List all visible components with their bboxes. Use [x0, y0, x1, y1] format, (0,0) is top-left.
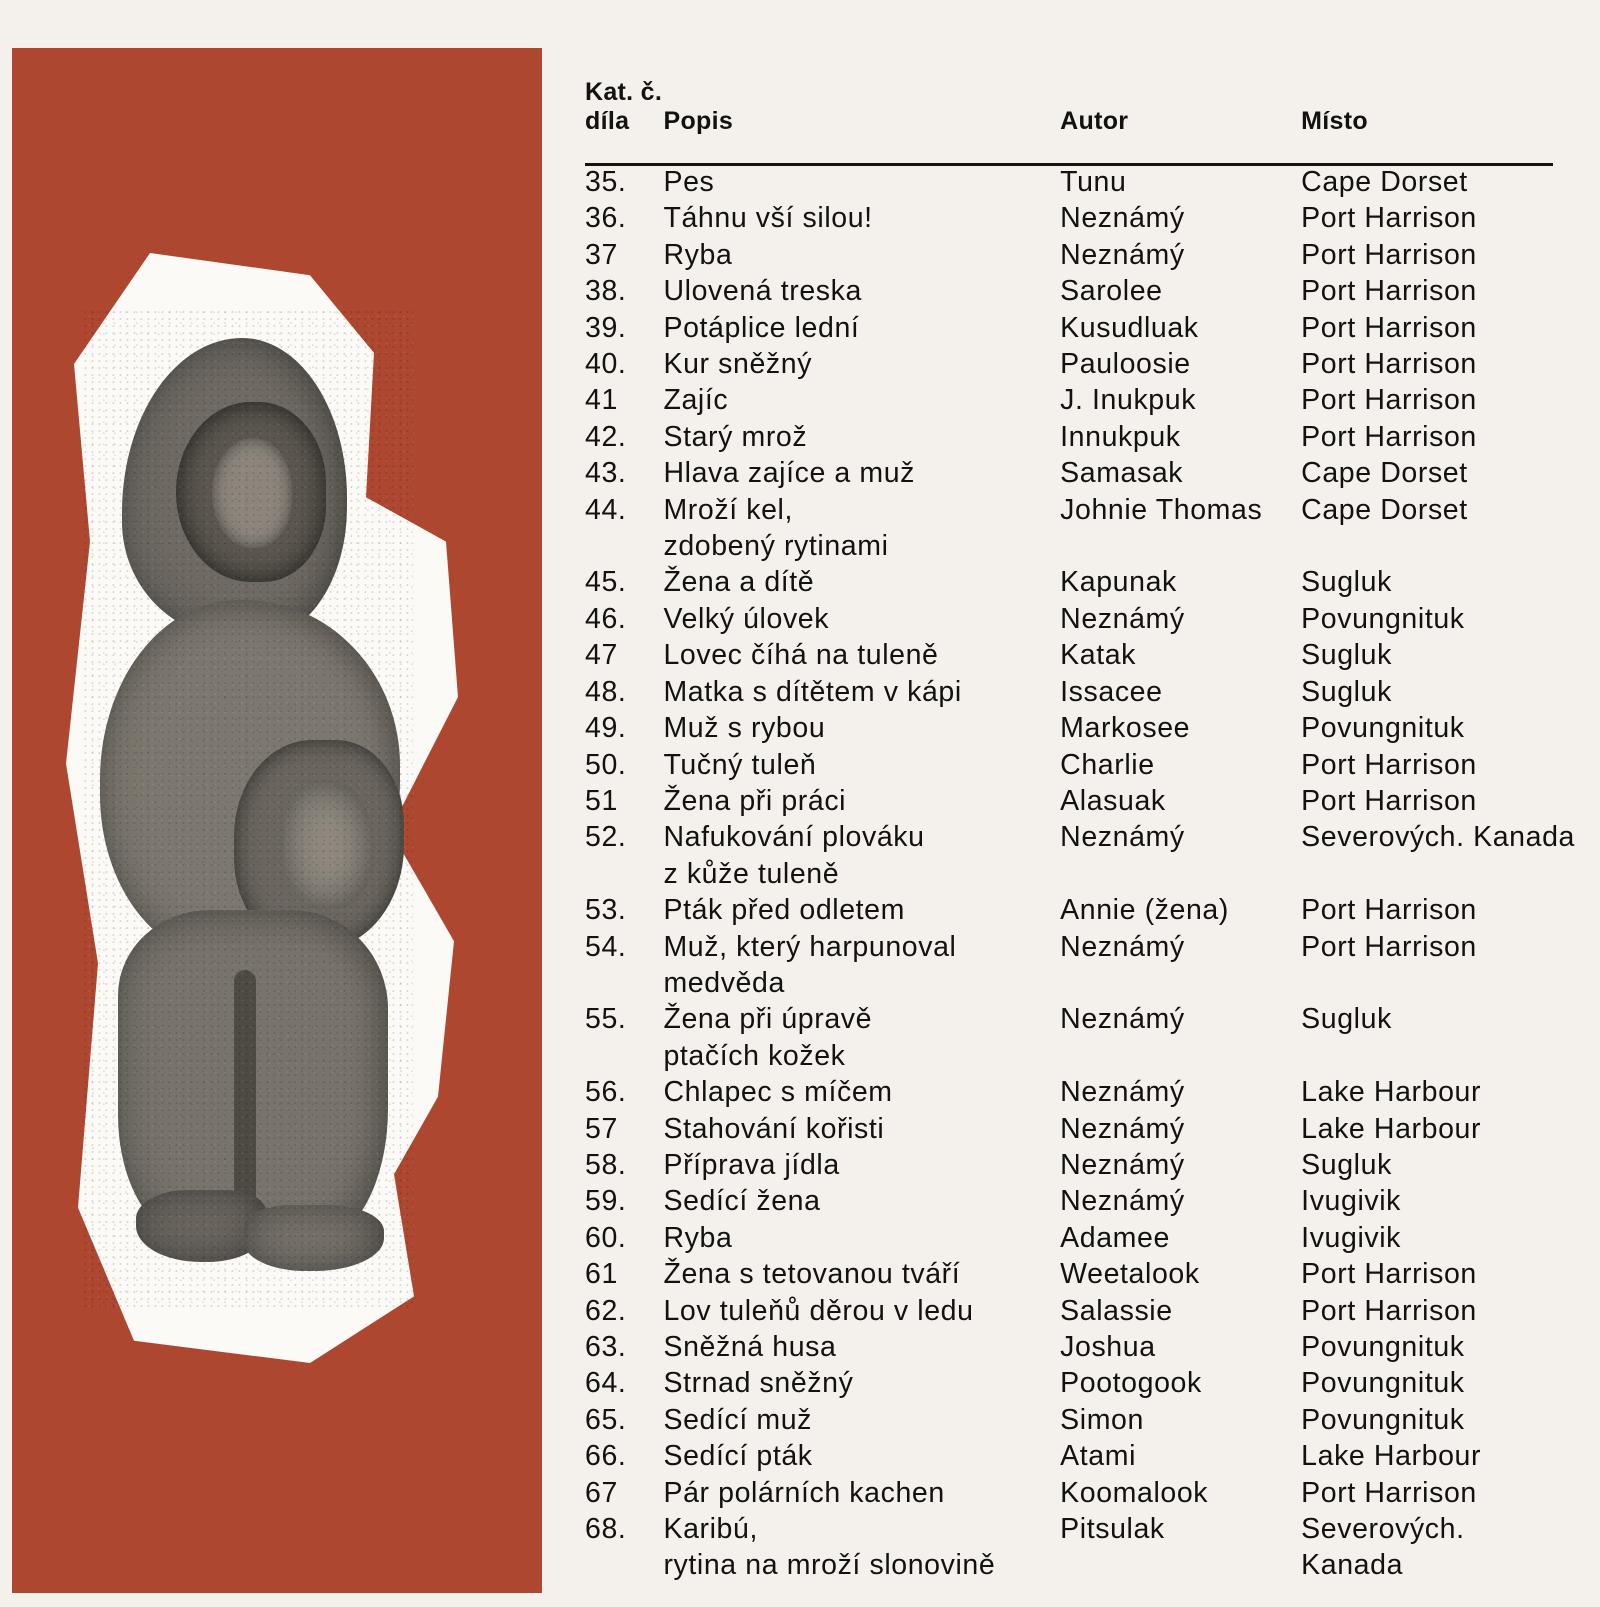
- catalog-number: 38.: [585, 275, 627, 308]
- table-row: [585, 564, 1575, 600]
- catalog-place: Port Harrison: [1301, 1258, 1477, 1291]
- catalog-description: Muž, který harpunoval: [663, 930, 957, 963]
- catalog-table: [585, 78, 1575, 1584]
- catalog-author: Neznámý: [1060, 202, 1185, 235]
- catalog-number: 45.: [585, 566, 627, 599]
- catalog-place: Povungnituk: [1301, 1367, 1465, 1400]
- catalog-number: 64.: [585, 1367, 627, 1400]
- catalog-author: [1060, 856, 1301, 892]
- catalog-author: Adamee: [1060, 1221, 1170, 1254]
- catalog-description: Velký úlovek: [663, 602, 830, 635]
- catalog-author: Atami: [1060, 1440, 1137, 1473]
- column-header-number: [585, 78, 663, 142]
- catalog-description: Matka s dítětem v kápi: [663, 675, 962, 708]
- illustration-plate: [12, 48, 542, 1593]
- catalog-description: Sedící pták: [663, 1440, 813, 1473]
- catalog-description: Chlapec s míčem: [663, 1076, 893, 1109]
- catalog-author: Neznámý: [1060, 930, 1185, 963]
- catalog-description: Lov tuleňů děrou v ledu: [663, 1294, 974, 1327]
- table-row: [585, 1365, 1575, 1401]
- catalog-place: Lake Harbour: [1301, 1112, 1482, 1145]
- catalog-place: Port Harrison: [1301, 420, 1477, 453]
- catalog-number: 35.: [585, 166, 627, 198]
- table-row: [585, 1183, 1575, 1219]
- catalog-place: Severových. Kanada: [1301, 821, 1575, 854]
- catalog-place: Kanada: [1301, 1549, 1404, 1582]
- catalog-place: Sugluk: [1301, 566, 1392, 599]
- catalog-author: Neznámý: [1060, 1076, 1185, 1109]
- catalog-author: Neznámý: [1060, 602, 1185, 635]
- catalog-number: 55.: [585, 1003, 627, 1036]
- table-row: [585, 346, 1575, 382]
- catalog-number: 61: [585, 1258, 618, 1291]
- catalog-number: [585, 1038, 663, 1074]
- catalog-description: Tučný tuleň: [663, 748, 817, 781]
- column-header-number-line1: Kat. č.: [585, 78, 663, 106]
- catalog-author: Weetalook: [1060, 1258, 1200, 1291]
- catalog-description: Žena a dítě: [663, 566, 815, 599]
- table-row: [585, 382, 1575, 418]
- catalog-author: Koomalook: [1060, 1476, 1209, 1509]
- column-header-place: Místo: [1301, 107, 1368, 135]
- catalog-place: Port Harrison: [1301, 311, 1477, 344]
- catalog-number: 51: [585, 784, 618, 817]
- table-row: [585, 455, 1575, 491]
- catalog-number: 58.: [585, 1148, 627, 1181]
- sculpture-face: [212, 438, 292, 548]
- catalog-description: Pár polárních kachen: [663, 1476, 945, 1509]
- catalog-description: ptačích kožek: [663, 1039, 846, 1072]
- table-row: [585, 419, 1575, 455]
- sculpture-foot-right: [244, 1205, 384, 1271]
- catalog-place: [1301, 856, 1575, 892]
- catalog-number: [585, 965, 663, 1001]
- catalog-description: Mroží kel,: [663, 493, 793, 526]
- catalog-place: [1301, 965, 1575, 1001]
- catalog-place: Ivugivik: [1301, 1221, 1402, 1254]
- catalog-place: Povungnituk: [1301, 602, 1465, 635]
- catalog-author: Charlie: [1060, 748, 1155, 781]
- catalog-description: Karibú,: [663, 1513, 758, 1546]
- catalog-number: 60.: [585, 1221, 627, 1254]
- sculpture-arm-highlight: [284, 780, 374, 910]
- catalog-place: Cape Dorset: [1301, 493, 1468, 526]
- catalog-place: [1301, 528, 1575, 564]
- catalog-author: Samasak: [1060, 457, 1184, 490]
- table-row: [585, 492, 1575, 528]
- catalog-author: Kusudluak: [1060, 311, 1199, 344]
- table-row: [585, 1147, 1575, 1183]
- catalog-description: zdobený rytinami: [663, 530, 889, 563]
- table-row: [585, 200, 1575, 236]
- catalog-author: Johnie Thomas: [1060, 493, 1263, 526]
- catalog-author: Tunu: [1060, 166, 1127, 198]
- catalog-number: 41: [585, 384, 618, 417]
- catalog-description: Sedící žena: [663, 1185, 821, 1218]
- catalog-number: 62.: [585, 1294, 627, 1327]
- catalog-number: 36.: [585, 202, 627, 235]
- catalog-author: Neznámý: [1060, 1148, 1185, 1181]
- catalog-description: Příprava jídla: [663, 1148, 840, 1181]
- catalog-author: J. Inukpuk: [1060, 384, 1197, 417]
- catalog-number: 48.: [585, 675, 627, 708]
- catalog-author: Sarolee: [1060, 275, 1163, 308]
- catalog-description: Stahování kořisti: [663, 1112, 885, 1145]
- table-row: [585, 1074, 1575, 1110]
- catalog-place: Cape Dorset: [1301, 457, 1468, 490]
- catalog-description: Starý mrož: [663, 420, 808, 453]
- catalog-description: Pes: [663, 166, 715, 198]
- catalog-author: Neznámý: [1060, 1112, 1185, 1145]
- table-row: [585, 1111, 1575, 1147]
- table-row: [585, 674, 1575, 710]
- table-row: [585, 1475, 1575, 1511]
- catalog-number: 54.: [585, 930, 627, 963]
- catalog-place: Port Harrison: [1301, 238, 1477, 271]
- table-row: [585, 1438, 1575, 1474]
- catalog-place: Port Harrison: [1301, 894, 1477, 927]
- catalog-author: Neznámý: [1060, 1185, 1185, 1218]
- table-row: [585, 892, 1575, 928]
- table-row: [585, 1293, 1575, 1329]
- catalog-place: Sugluk: [1301, 639, 1392, 672]
- catalog-description: Žena s tetovanou tváří: [663, 1258, 961, 1291]
- table-row-continuation: [585, 1547, 1575, 1583]
- catalog-author: Neznámý: [1060, 821, 1185, 854]
- catalog-author: Pauloosie: [1060, 348, 1191, 381]
- table-row-continuation: [585, 856, 1575, 892]
- catalog-number: 39.: [585, 311, 627, 344]
- table-row: [585, 1001, 1575, 1037]
- inuit-stone-sculpture-image: [84, 310, 414, 1310]
- catalog-author: Annie (žena): [1060, 894, 1229, 927]
- catalog-author: Joshua: [1060, 1331, 1156, 1363]
- sculpture-leg-separation: [234, 970, 256, 1220]
- catalog-place: Port Harrison: [1301, 348, 1477, 381]
- table-row-continuation: [585, 1038, 1575, 1074]
- table-row: [585, 783, 1575, 819]
- table-row: [585, 237, 1575, 273]
- catalog-author: Alasuak: [1060, 784, 1166, 817]
- catalog-author: Innukpuk: [1060, 420, 1181, 453]
- catalog-place: Lake Harbour: [1301, 1440, 1482, 1473]
- table-row: [585, 1220, 1575, 1256]
- catalog-author: Neznámý: [1060, 1003, 1185, 1036]
- table-row: [585, 747, 1575, 783]
- catalog-description: Žena při úpravě: [663, 1003, 873, 1036]
- catalog-author: [1060, 1547, 1301, 1583]
- catalog-author: [1060, 965, 1301, 1001]
- catalog-place: Povungnituk: [1301, 712, 1465, 745]
- catalog-number: 57: [585, 1112, 618, 1145]
- catalog-number: [585, 856, 663, 892]
- catalog-description: Sedící muž: [663, 1403, 813, 1436]
- catalog-author: Simon: [1060, 1403, 1144, 1436]
- catalog-author: [1060, 1038, 1301, 1074]
- catalog-place: Cape Dorset: [1301, 166, 1468, 198]
- catalog-author: Pootogook: [1060, 1367, 1202, 1400]
- catalog-author: Neznámý: [1060, 238, 1185, 271]
- catalog-number: 56.: [585, 1076, 627, 1109]
- column-header-number-line2: díla: [585, 107, 630, 135]
- catalog-description: Kur sněžný: [663, 348, 813, 381]
- catalog-number: 50.: [585, 748, 627, 781]
- catalog-table-head: [585, 78, 1575, 142]
- catalog-description: z kůže tuleně: [663, 857, 840, 890]
- catalog-number: 40.: [585, 348, 627, 381]
- catalog-place: Lake Harbour: [1301, 1076, 1482, 1109]
- catalog-place: Povungnituk: [1301, 1331, 1465, 1363]
- catalog-description: Hlava zajíce a muž: [663, 457, 916, 490]
- catalog-description: Ryba: [663, 238, 733, 271]
- column-header-description: Popis: [663, 107, 734, 135]
- catalog-place: Port Harrison: [1301, 748, 1477, 781]
- table-row: [585, 929, 1575, 965]
- catalog-description: Zajíc: [663, 384, 729, 417]
- catalog-number: 53.: [585, 894, 627, 927]
- table-row-continuation: [585, 965, 1575, 1001]
- catalog-description: Žena při práci: [663, 784, 847, 817]
- table-row: [585, 710, 1575, 746]
- catalog-description: Táhnu vší silou!: [663, 202, 873, 235]
- catalog-description: Potáplice lední: [663, 311, 860, 344]
- catalog-number: [585, 1547, 663, 1583]
- catalog-number: 46.: [585, 602, 627, 635]
- catalog-description: Ryba: [663, 1221, 733, 1254]
- catalog-description: rytina na mroží slonovině: [663, 1549, 996, 1582]
- table-row: [585, 1256, 1575, 1292]
- catalog-place: Sugluk: [1301, 1148, 1392, 1181]
- catalog-description: Sněžná husa: [663, 1331, 837, 1363]
- catalog-number: 42.: [585, 420, 627, 453]
- catalog-place: Port Harrison: [1301, 384, 1477, 417]
- catalog-place: Ivugivik: [1301, 1185, 1402, 1218]
- catalog-place: Severových.: [1301, 1513, 1465, 1546]
- table-row: [585, 1511, 1575, 1547]
- catalog-author: [1060, 528, 1301, 564]
- catalog-description: Ulovená treska: [663, 275, 862, 308]
- catalog-number: 37: [585, 238, 618, 271]
- catalog-description: Muž s rybou: [663, 712, 826, 745]
- table-row: [585, 142, 1575, 200]
- catalog-author: Kapunak: [1060, 566, 1177, 599]
- catalog-author: Markosee: [1060, 712, 1191, 745]
- catalog-number: 44.: [585, 493, 627, 526]
- table-row: [585, 819, 1575, 855]
- catalog-description: Pták před odletem: [663, 894, 905, 927]
- catalog-place: Sugluk: [1301, 675, 1392, 708]
- catalog-number: 49.: [585, 712, 627, 745]
- catalog-number: 65.: [585, 1403, 627, 1436]
- table-row: [585, 601, 1575, 637]
- catalog-number: 52.: [585, 821, 627, 854]
- table-row: [585, 637, 1575, 673]
- catalog-number: 43.: [585, 457, 627, 490]
- catalog-place: Port Harrison: [1301, 275, 1477, 308]
- catalog-number: 47: [585, 639, 618, 672]
- table-row: [585, 1329, 1575, 1365]
- column-header-author: Autor: [1060, 107, 1129, 135]
- catalog-author: Salassie: [1060, 1294, 1173, 1327]
- table-row: [585, 273, 1575, 309]
- catalog-description: medvěda: [663, 966, 785, 999]
- catalog-place: Povungnituk: [1301, 1403, 1465, 1436]
- table-row-continuation: [585, 528, 1575, 564]
- catalog-number: [585, 528, 663, 564]
- catalog-description: Lovec číhá na tuleně: [663, 639, 939, 672]
- catalog-place: [1301, 1038, 1575, 1074]
- catalog-table-body: [585, 142, 1575, 1584]
- catalog-number: 67: [585, 1476, 618, 1509]
- catalog-place: Port Harrison: [1301, 1294, 1477, 1327]
- catalog-number: 68.: [585, 1513, 627, 1546]
- catalog-place: Port Harrison: [1301, 1476, 1477, 1509]
- catalog-place: Port Harrison: [1301, 930, 1477, 963]
- catalog-author: Issacee: [1060, 675, 1163, 708]
- catalog-number: 63.: [585, 1331, 627, 1363]
- catalog-number: 66.: [585, 1440, 627, 1473]
- catalog-list: [585, 78, 1575, 1584]
- table-row: [585, 310, 1575, 346]
- catalog-author: Pitsulak: [1060, 1513, 1165, 1546]
- catalog-description: Strnad sněžný: [663, 1367, 854, 1400]
- catalog-place: Sugluk: [1301, 1003, 1392, 1036]
- catalog-description: Nafukování plováku: [663, 821, 925, 854]
- catalog-place: Port Harrison: [1301, 784, 1477, 817]
- catalog-place: Port Harrison: [1301, 202, 1477, 235]
- table-row: [585, 1402, 1575, 1438]
- catalog-author: Katak: [1060, 639, 1137, 672]
- catalog-number: 59.: [585, 1185, 627, 1218]
